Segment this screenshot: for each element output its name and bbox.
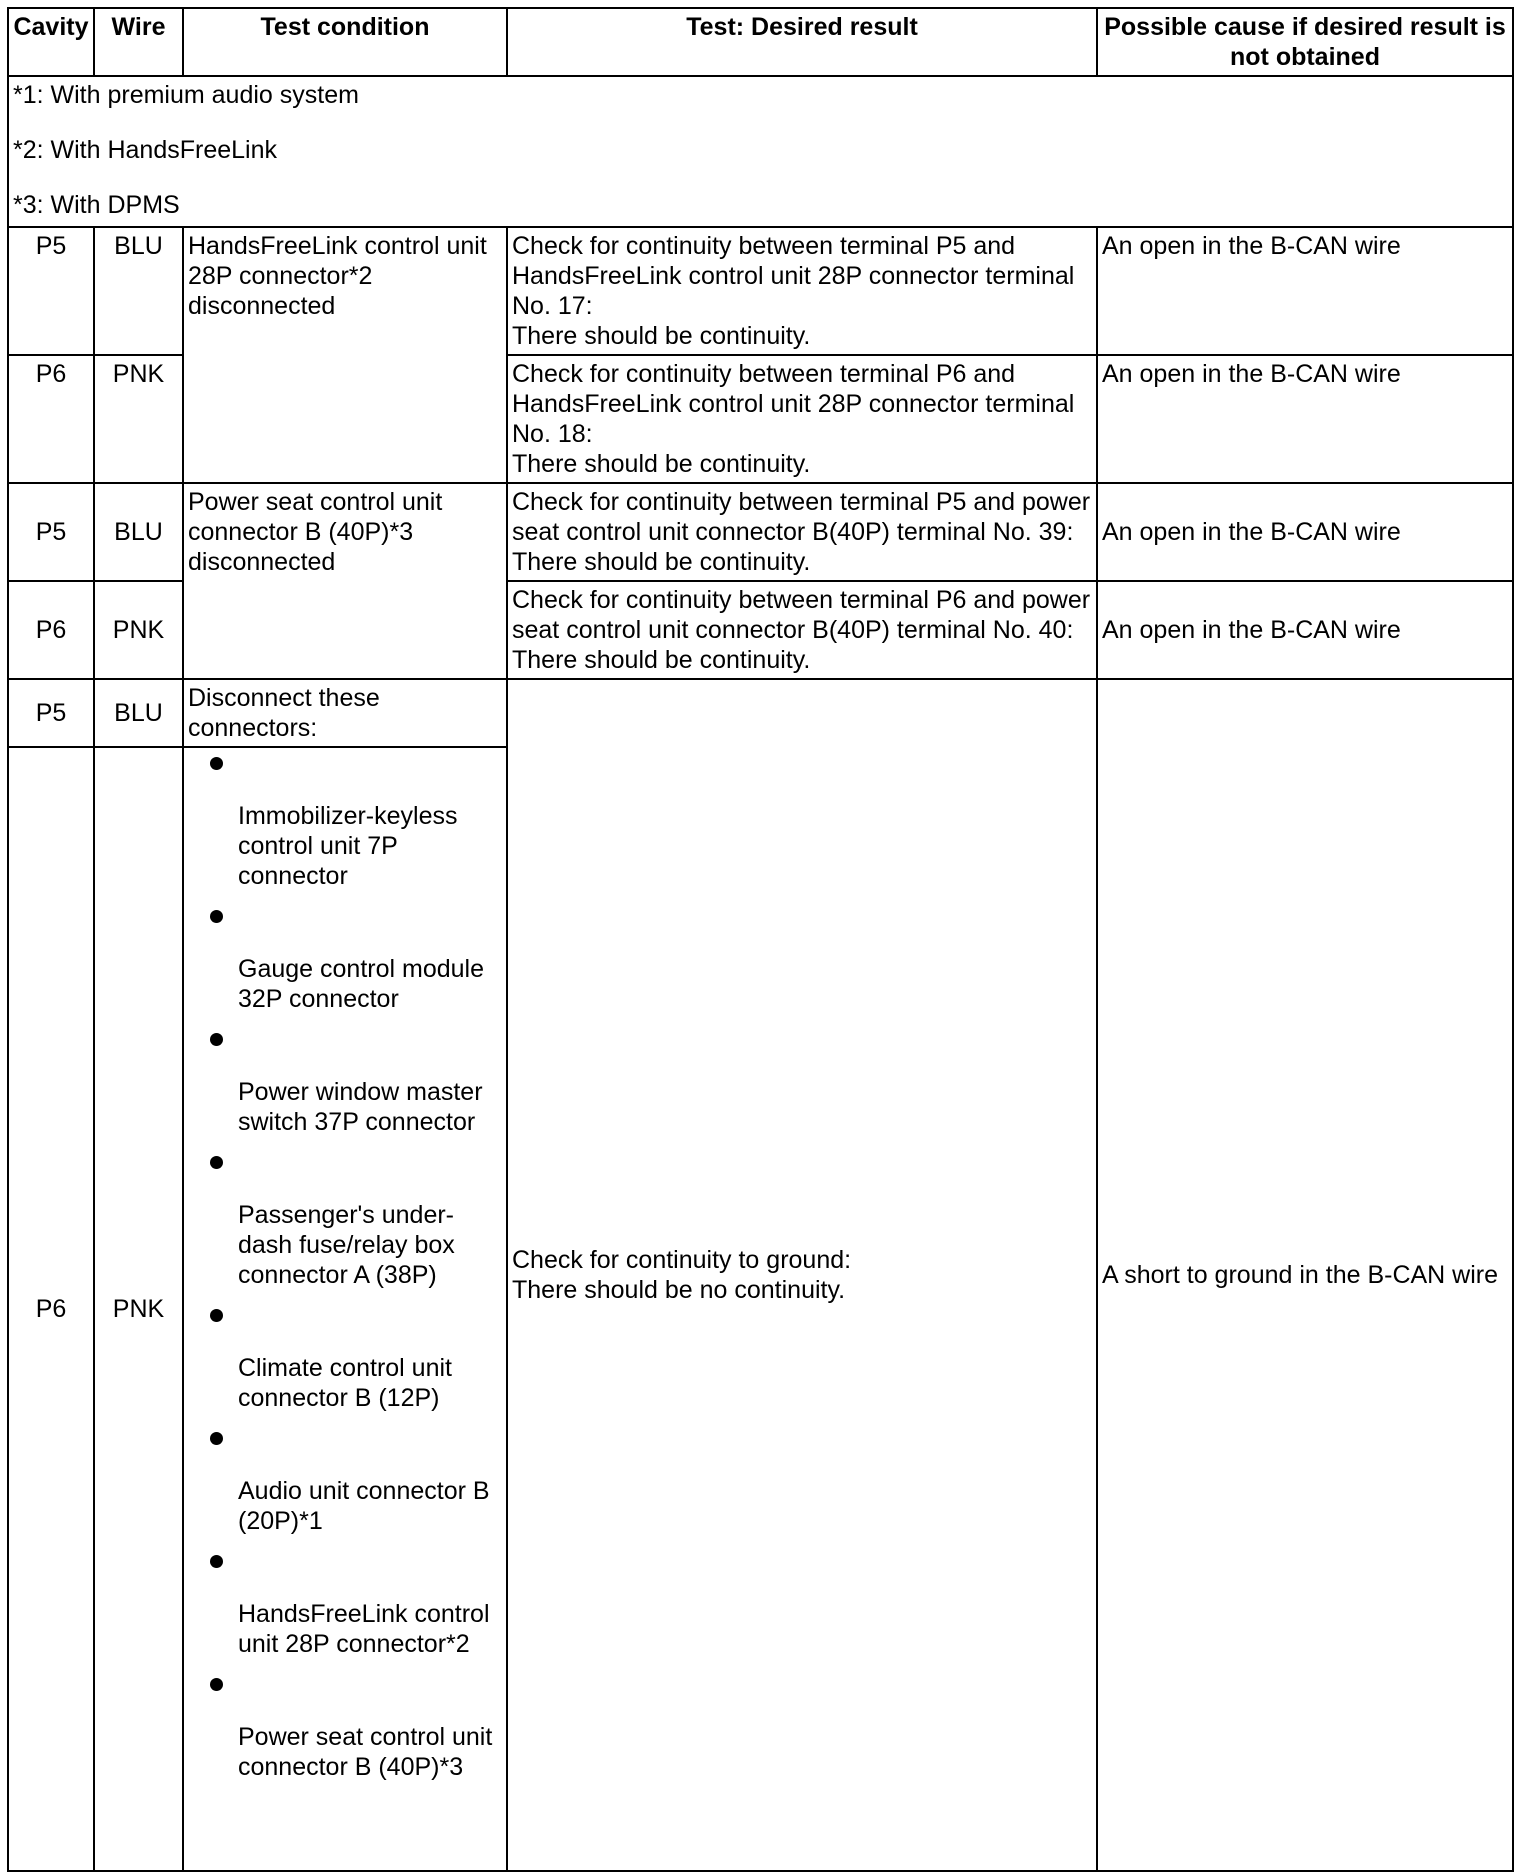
table-row: [8, 679, 1513, 747]
note-handsfreelink: *2: With HandsFreeLink: [13, 136, 278, 164]
wire-cell: PNK: [94, 581, 183, 679]
bullet-icon: [210, 1432, 223, 1445]
result-line: HandsFreeLink control unit 28P connector terminal: [512, 262, 1075, 290]
header-cavity: Cavity: [8, 8, 94, 76]
note-dpms: *3: With DPMS: [13, 191, 180, 219]
result-line: There should be no continuity.: [512, 1276, 846, 1304]
diagnostic-table: [7, 7, 1514, 1872]
bullet-icon: [210, 1678, 223, 1691]
cavity-cell: P5: [8, 679, 94, 747]
connector-label: Gauge control module 32P connector: [238, 955, 484, 1013]
wire-cell: PNK: [94, 355, 183, 483]
result-line: Check for continuity between terminal P6 and: [512, 360, 1016, 388]
connector-label: Passenger's under-dash fuse/relay box connector A (38P): [238, 1201, 455, 1289]
header-possible-cause: Possible cause if desired result is not obtained: [1097, 8, 1513, 76]
cause-cell: A short to ground in the B-CAN wire: [1097, 679, 1513, 1871]
notes-cell: [8, 76, 1513, 227]
cause-cell: An open in the B-CAN wire: [1097, 483, 1513, 581]
cavity-cell: P5: [8, 227, 94, 355]
result-line: seat control unit connector B(40P) terminal No. 39:: [512, 518, 1074, 546]
result-line: No. 17:: [512, 292, 593, 320]
result-line: Check for continuity between terminal P6 and power: [512, 586, 1091, 614]
bullet-icon: [210, 1156, 223, 1169]
connector-list: [188, 751, 502, 1782]
cavity-cell: P6: [8, 581, 94, 679]
cause-cell: An open in the B-CAN wire: [1097, 227, 1513, 355]
condition-cell: Power seat control unit connector B (40P)*3 disconnected: [183, 483, 507, 679]
result-cell: [507, 227, 1097, 355]
condition-cell: Disconnect these connectors:: [183, 679, 507, 747]
bullet-icon: [210, 1309, 223, 1322]
notes-row: [8, 76, 1513, 227]
result-line: There should be continuity.: [512, 646, 811, 674]
connector-label: Audio unit connector B (20P)*1: [238, 1477, 490, 1535]
bullet-icon: [210, 910, 223, 923]
bullet-icon: [210, 757, 223, 770]
header-row: [8, 8, 1513, 76]
connector-label: Power seat control unit connector B (40P)*3: [238, 1723, 493, 1781]
list-item: [188, 1672, 502, 1782]
result-line: seat control unit connector B(40P) terminal No. 40:: [512, 616, 1074, 644]
wire-cell: PNK: [94, 747, 183, 1871]
result-cell: [507, 355, 1097, 483]
list-item: [188, 1150, 502, 1290]
table-row: [8, 483, 1513, 581]
cavity-cell: P5: [8, 483, 94, 581]
connector-label: HandsFreeLink control unit 28P connector*2: [238, 1600, 490, 1658]
bullet-icon: [210, 1555, 223, 1568]
result-line: Check for continuity between terminal P5 and power: [512, 488, 1091, 516]
connector-label: Immobilizer-keyless control unit 7P connector: [238, 802, 458, 890]
cause-cell: An open in the B-CAN wire: [1097, 581, 1513, 679]
header-desired-result: Test: Desired result: [507, 8, 1097, 76]
result-line: Check for continuity to ground:: [512, 1246, 852, 1274]
result-line: No. 18:: [512, 420, 593, 448]
list-item: [188, 1549, 502, 1659]
list-item: [188, 1426, 502, 1536]
note-premium-audio: *1: With premium audio system: [13, 81, 359, 109]
list-item: [188, 1027, 502, 1137]
result-cell: [507, 679, 1097, 1871]
result-line: Check for continuity between terminal P5 and: [512, 232, 1016, 260]
table-row: [8, 227, 1513, 355]
result-line: There should be continuity.: [512, 322, 811, 350]
connector-label: Climate control unit connector B (12P): [238, 1354, 452, 1412]
result-cell: [507, 581, 1097, 679]
header-wire: Wire: [94, 8, 183, 76]
wire-cell: BLU: [94, 679, 183, 747]
list-item: [188, 904, 502, 1014]
condition-cell: [183, 747, 507, 1871]
wire-cell: BLU: [94, 483, 183, 581]
result-line: HandsFreeLink control unit 28P connector terminal: [512, 390, 1075, 418]
result-line: There should be continuity.: [512, 450, 811, 478]
cause-cell: An open in the B-CAN wire: [1097, 355, 1513, 483]
cavity-cell: P6: [8, 747, 94, 1871]
list-item: [188, 751, 502, 891]
list-item: [188, 1303, 502, 1413]
condition-cell: HandsFreeLink control unit 28P connector*2 disconnected: [183, 227, 507, 483]
result-cell: [507, 483, 1097, 581]
result-line: There should be continuity.: [512, 548, 811, 576]
wire-cell: BLU: [94, 227, 183, 355]
cavity-cell: P6: [8, 355, 94, 483]
bullet-icon: [210, 1033, 223, 1046]
header-test-condition: Test condition: [183, 8, 507, 76]
connector-label: Power window master switch 37P connector: [238, 1078, 483, 1136]
